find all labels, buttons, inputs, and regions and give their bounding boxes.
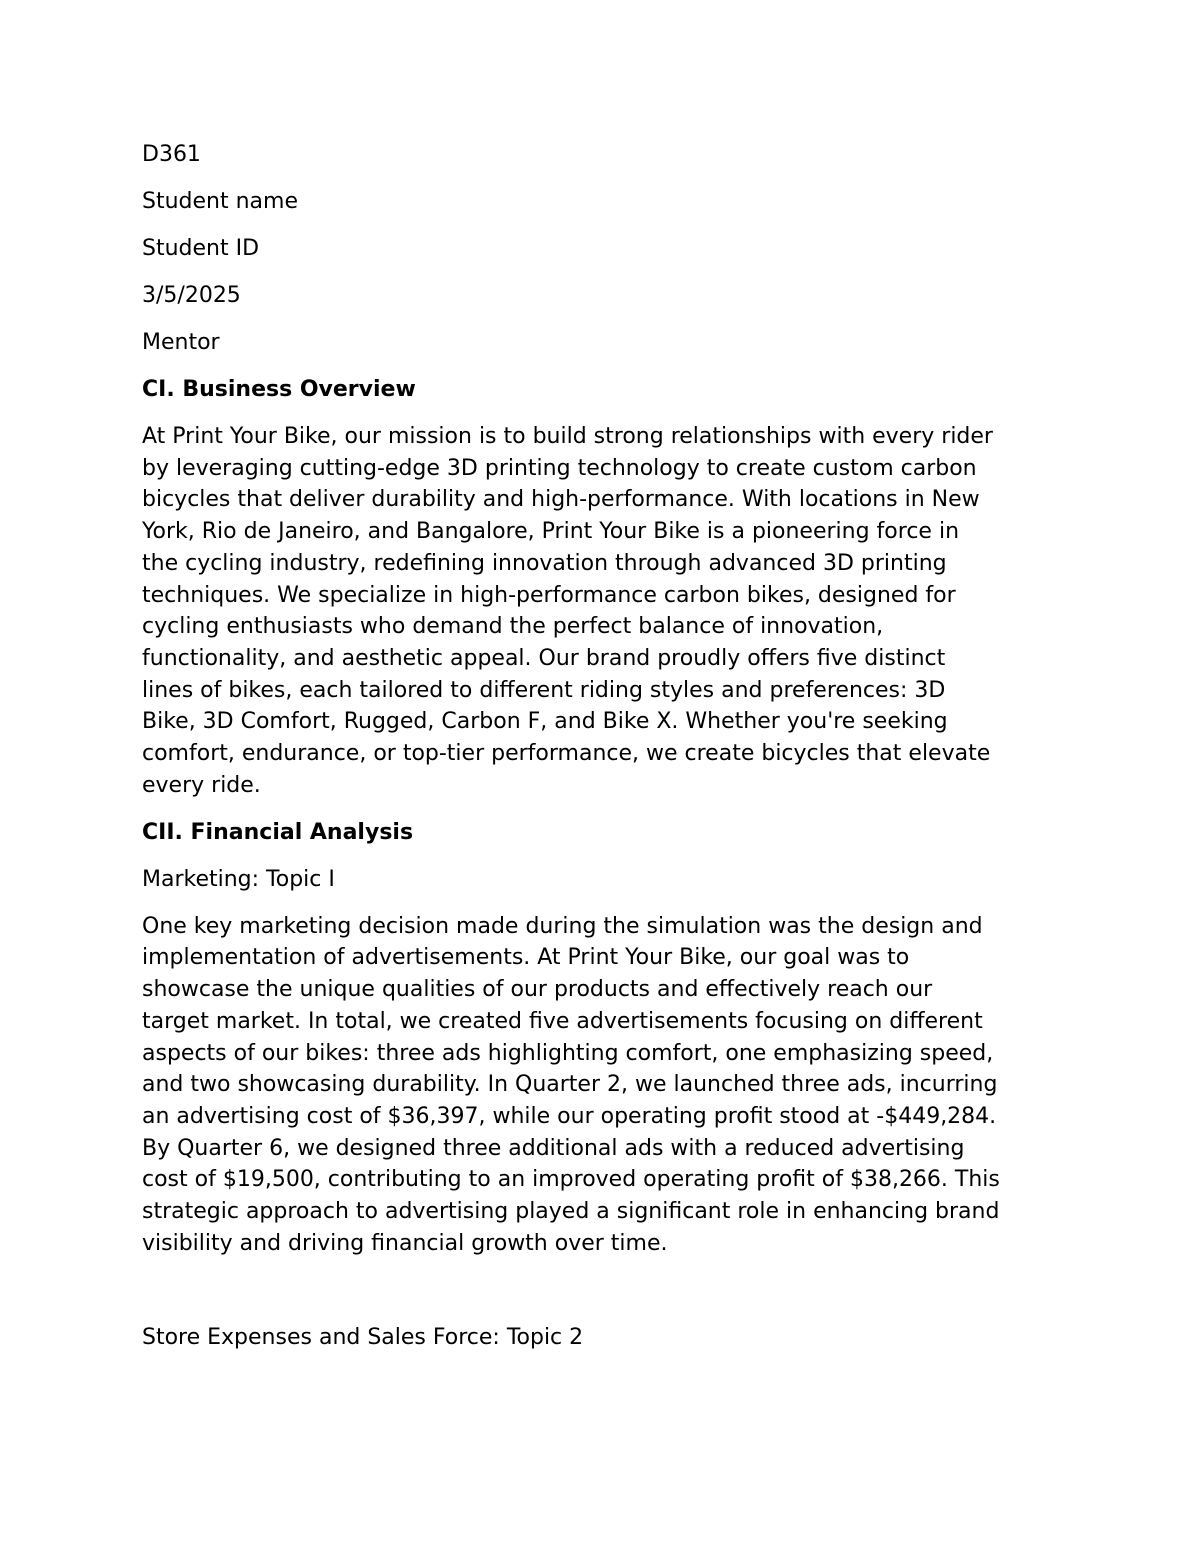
topic-label-store-expenses: Store Expenses and Sales Force: Topic 2: [142, 1324, 584, 1350]
course-code: D361: [142, 142, 201, 167]
paragraph-line: techniques. We specialize in high-performance carbon bikes, designed for: [142, 582, 956, 608]
paragraph-line: functionality, and aesthetic appeal. Our brand proudly offers five distinct: [142, 645, 946, 671]
topic-label-marketing: Marketing: Topic I: [142, 866, 335, 892]
paragraph-line: bicycles that deliver durability and high-performance. With locations in New: [142, 487, 980, 513]
paragraph-line: and two showcasing durability. In Quarter 2, we launched three ads, incurring: [142, 1072, 998, 1098]
paragraph-line: every ride.: [142, 772, 261, 798]
paragraph-line: cycling enthusiasts who demand the perfect balance of innovation,: [142, 614, 884, 640]
paragraph-line: implementation of advertisements. At Print Your Bike, our goal was to: [142, 945, 910, 971]
paragraph-line: strategic approach to advertising played a significant role in enhancing brand: [142, 1199, 1000, 1225]
paragraph-line: York, Rio de Janeiro, and Bangalore, Print Your Bike is a pioneering force in: [142, 519, 960, 545]
marketing-paragraph: [142, 911, 1072, 1260]
paragraph-line: At Print Your Bike, our mission is to build strong relationships with every rider: [142, 424, 993, 449]
paragraph-line: lines of bikes, each tailored to different riding styles and preferences: 3D: [142, 677, 946, 703]
section-heading-business-overview: CI. Business Overview: [142, 377, 416, 402]
student-name: Student name: [142, 189, 298, 214]
paragraph-line: an advertising cost of $36,397, while our operating profit stood at -$449,284.: [142, 1103, 997, 1129]
paragraph-line: visibility and driving financial growth over time.: [142, 1230, 668, 1256]
paragraph-line: by leveraging cutting-edge 3D printing technology to create custom carbon: [142, 455, 977, 481]
paragraph-line: cost of $19,500, contributing to an improved operating profit of $38,266. This: [142, 1167, 1000, 1193]
section-heading-financial-analysis: CII. Financial Analysis: [142, 819, 414, 845]
paragraph-line: Bike, 3D Comfort, Rugged, Carbon F, and Bike X. Whether you're seeking: [142, 709, 948, 735]
business-overview-paragraph: [142, 421, 1072, 801]
document-body: [142, 139, 1072, 1369]
student-id: Student ID: [142, 236, 260, 261]
paragraph-line: comfort, endurance, or top-tier performance, we create bicycles that elevate: [142, 741, 991, 767]
paragraph-line: One key marketing decision made during the simulation was the design and: [142, 913, 983, 939]
paragraph-line: showcase the unique qualities of our products and effectively reach our: [142, 977, 933, 1003]
paragraph-line: aspects of our bikes: three ads highlighting comfort, one emphasizing speed,: [142, 1040, 994, 1066]
blank-spacer: [142, 1275, 1072, 1322]
mentor: Mentor: [142, 330, 220, 355]
paragraph-line: By Quarter 6, we designed three additional ads with a reduced advertising: [142, 1135, 965, 1161]
paragraph-line: target market. In total, we created five advertisements focusing on different: [142, 1008, 983, 1034]
document-date: 3/5/2025: [142, 283, 241, 308]
paragraph-line: the cycling industry, redefining innovation through advanced 3D printing: [142, 550, 947, 576]
